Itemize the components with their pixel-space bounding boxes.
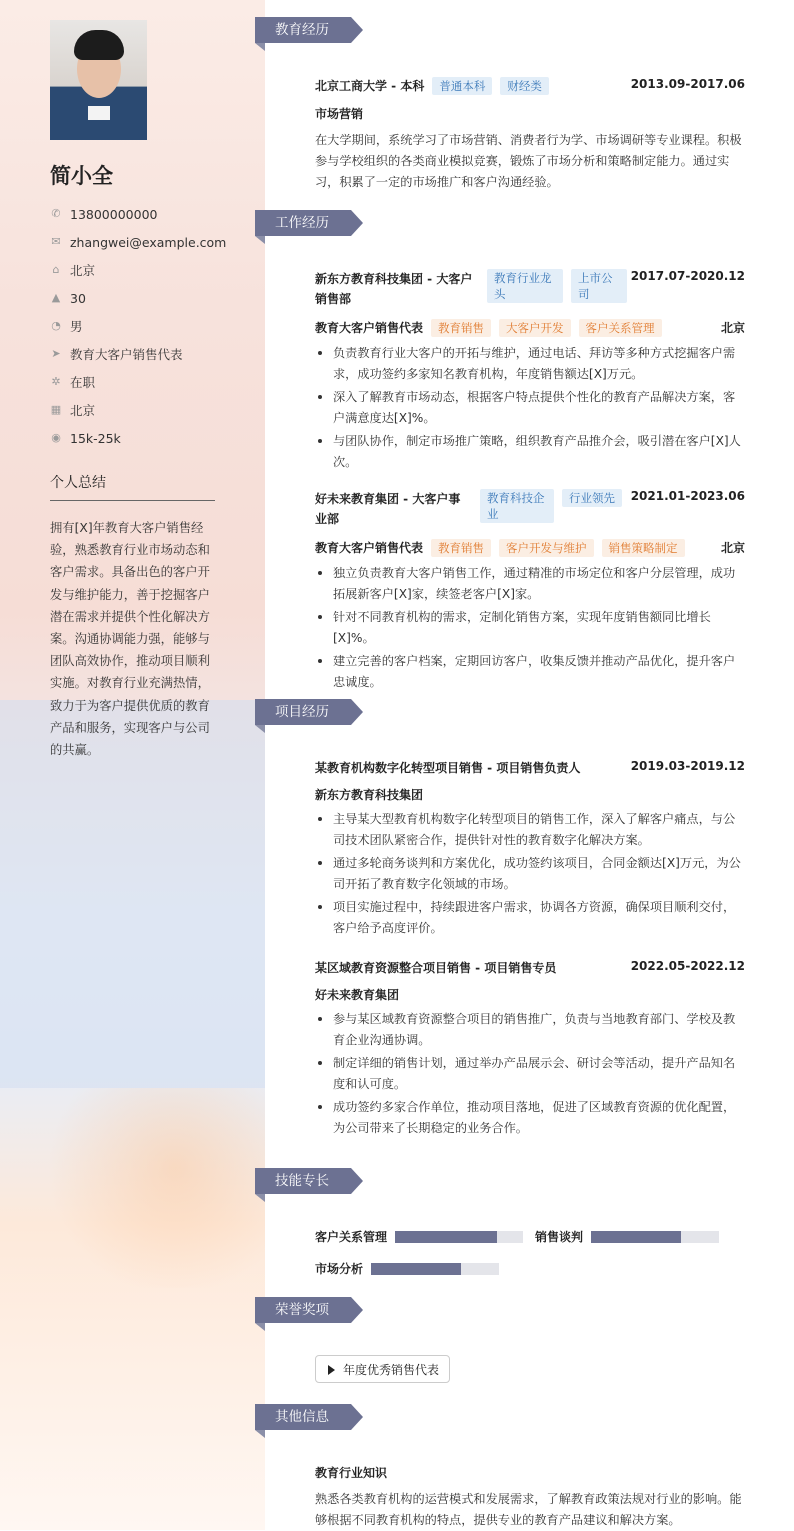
job-row [50,340,250,368]
work-entry [315,489,745,695]
project-entry [315,959,745,1141]
photo-collar [88,106,110,120]
list-item: 成功签约多家合作单位，推动项目落地，促进了区域教育资源的优化配置，为公司带来了长期稳定的业务合作。 [315,1097,745,1139]
email-value: zhangwei@example.com [70,234,227,250]
profile-photo [50,20,147,140]
sidebar [0,0,265,1530]
age-row [50,284,250,312]
status-value: 在职 [70,375,96,390]
list-item: 建立完善的客户档案，定期回访客户，收集反馈并推动产品优化，提升客户忠诚度。 [315,651,745,693]
candidate-name: 简小全 [50,164,113,188]
role-tag: 销售策略制定 [602,539,685,557]
skill-name: 客户关系管理 [315,1230,388,1244]
work-date: 2021.01-2023.06 [630,489,745,503]
skill-name: 销售谈判 [535,1230,584,1244]
school-name: 北京工商大学 - 本科 [315,79,425,93]
salary-value: 15k-25k [70,430,121,446]
send-icon: ➤ [51,347,61,360]
company-tag: 上市公司 [571,269,627,303]
other-entry [315,1464,745,1531]
other-text: 熟悉各类教育机构的运营模式和发展需求，了解教育政策法规对行业的影响。能够根据不同教育机构的特点，提供专业的教育产品建议和解决方案。 [315,1492,742,1527]
project-date: 2019.03-2019.12 [630,759,745,773]
project-date: 2022.05-2022.12 [630,959,745,973]
skill-item [535,1228,719,1245]
company-tag: 教育科技企业 [480,489,554,523]
email-row [50,228,250,256]
skill-item [315,1228,523,1245]
section-title: 技能专长 [255,1168,351,1194]
list-item: 主导某大型教育机构数字化转型项目的销售工作，深入了解客户痛点，与公司技术团队紧密合作，提供针对性的教育数字化解决方案。 [315,809,745,851]
photo-hair [74,30,124,60]
work-bullets [315,343,745,473]
gender-icon: ◔ [51,319,61,332]
section-title: 工作经历 [255,210,351,236]
project-entry [315,759,745,941]
other-title: 教育行业知识 [315,1466,388,1480]
gender-row [50,312,250,340]
home-icon: ⌂ [52,263,60,276]
section-title: 其他信息 [255,1404,351,1430]
award-item [315,1355,450,1383]
list-item: 项目实施过程中，持续跟进客户需求，协调各方资源，确保项目顺利交付，客户给予高度评价。 [315,897,745,939]
watercolor-wash [40,1088,265,1288]
section-title: 荣誉奖项 [255,1297,351,1323]
list-item: 通过多轮商务谈判和方案优化，成功签约该项目，合同金额达[X]万元，为公司开拓了教育数字化领域的市场。 [315,853,745,895]
skill-bar [591,1231,719,1243]
education-desc: 在大学期间，系统学习了市场营销、消费者行为学、市场调研等专业课程。积极参与学校组织的各类商业模拟竞赛，锻炼了市场分析和策略制定能力。通过实习，积累了一定的市场推广和客户沟通经验。 [315,133,742,189]
role-tag: 客户开发与维护 [499,539,594,557]
list-item: 制定详细的销售计划，通过举办产品展示会、研讨会等活动，提升产品知名度和认可度。 [315,1053,745,1095]
phone-value: 13800000000 [70,206,158,222]
skill-bar [371,1263,499,1275]
phone-icon: ✆ [51,207,61,220]
location-value: 北京 [70,263,96,278]
award-name: 年度优秀销售代表 [343,1363,440,1377]
list-item: 参与某区域教育资源整合项目的销售推广，负责与当地教育部门、学校及教育企业沟通协调。 [315,1009,745,1051]
list-item: 深入了解教育市场动态，根据客户特点提供个性化的教育产品解决方案，客户满意度达[X]%。 [315,387,745,429]
section-title: 教育经历 [255,17,351,43]
company-name: 新东方教育科技集团 - 大客户销售部 [315,272,473,306]
school-tag: 普通本科 [432,77,492,95]
work-city: 北京 [720,321,745,335]
status-icon: ✲ [51,375,61,388]
work-bullets [315,563,745,693]
summary-title: 个人总结 [50,472,215,501]
work-date: 2017.07-2020.12 [630,269,745,283]
phone-row [50,200,250,228]
section-title: 项目经历 [255,699,351,725]
role-tag: 教育销售 [431,539,491,557]
project-org: 新东方教育科技集团 [315,788,424,802]
age-value: 30 [70,290,86,306]
education-entry [315,77,745,193]
work-entry [315,269,745,475]
age-icon: ▲ [51,291,61,304]
play-icon [328,1365,335,1375]
main-content [265,0,794,1530]
major: 市场营销 [315,107,364,121]
skill-bar [395,1231,523,1243]
salary-icon: ◉ [51,431,61,444]
salary-row [50,424,250,452]
skill-name: 市场分析 [315,1262,364,1276]
job-role: 教育大客户销售代表 [315,321,424,335]
school-tag: 财经类 [500,77,549,95]
project-title: 某教育机构数字化转型项目销售 - 项目销售负责人 [315,761,581,775]
role-tag: 客户关系管理 [579,319,662,337]
status-row [50,368,250,396]
company-tag: 行业领先 [562,489,622,507]
summary-text: 拥有[X]年教育大客户销售经验，熟悉教育行业市场动态和客户需求。具备出色的客户开发与维护能力，善于挖掘客户潜在需求并提供个性化解决方案。沟通协调能力强，能够与团队高效协作，推动项目顺利实施。对教育行业充满热情，致力于为客户提供优质的教育产品和服务，实现客户与公司的共赢。 [50,521,210,758]
skill-item [315,1260,499,1277]
skill-bar-fill [591,1231,681,1243]
list-item: 针对不同教育机构的需求，定制化销售方案，实现年度销售额同比增长[X]%。 [315,607,745,649]
city-icon: ▦ [50,403,62,416]
job-role: 教育大客户销售代表 [315,541,424,555]
mail-icon: ✉ [51,235,61,248]
role-tag: 大客户开发 [499,319,571,337]
skill-bar-fill [395,1231,497,1243]
project-org: 好未来教育集团 [315,988,400,1002]
location-row [50,256,250,284]
project-bullets [315,809,745,939]
skills-list [315,1228,745,1288]
city-value: 北京 [70,403,96,418]
education-date: 2013.09-2017.06 [630,77,745,91]
city-row [50,396,250,424]
list-item: 负责教育行业大客户的开拓与维护，通过电话、拜访等多种方式挖掘客户需求，成功签约多家知名教育机构，年度销售额达[X]万元。 [315,343,745,385]
project-title: 某区域教育资源整合项目销售 - 项目销售专员 [315,961,557,975]
role-tag: 教育销售 [431,319,491,337]
work-city: 北京 [720,541,745,555]
list-item: 与团队协作，制定市场推广策略，组织教育产品推介会，吸引潜在客户[X]人次。 [315,431,745,473]
company-tag: 教育行业龙头 [487,269,563,303]
list-item: 独立负责教育大客户销售工作，通过精准的市场定位和客户分层管理，成功拓展新客户[X]家，续签老客户[X]家。 [315,563,745,605]
job-value: 教育大客户销售代表 [70,347,183,362]
project-bullets [315,1009,745,1139]
company-name: 好未来教育集团 - 大客户事业部 [315,492,461,526]
skill-bar-fill [371,1263,461,1275]
contact-info [50,200,250,452]
gender-value: 男 [70,319,83,334]
